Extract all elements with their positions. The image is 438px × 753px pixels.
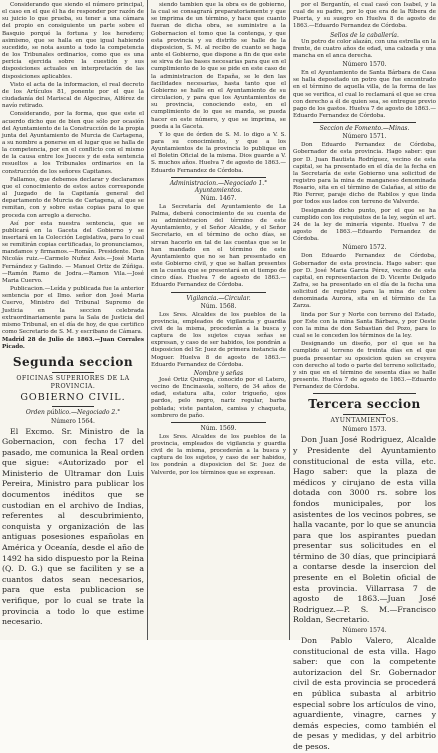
paragraph: En el Ayuntamiento de Santa Bárbara de Casa se halla depositado un potro que fue encontrado en el término de aquella villa, de la forma de las que se verifica, el cual lo reclamará el que se crea con derecho a él de quien sea, se entregue previo pago de los gastos. Huelva 7 de agosto de 1863.—Eduardo Fernandez de Córdoba.	[293, 70, 436, 120]
notice-number: Núm. 1467.	[200, 194, 237, 202]
paragraph: La Secretaría del Ayuntamiento de La Palma, deberá conocimiento de su cuenta de su administracion del término de este Ayuntamiento, y el Señor Alcalde, y el Señor Secretario, en el término de ocho días, se sirvan hacerlo en tal de las cuentas que se le han mandado en el término de este Ayuntamiento que no se han presentado en este Gobierno civil, y que se hallan presentes en la cuenta que se presentará en el tiempo de cinco días. Huelva 7 de agosto de 1863.—Eduardo Fernandez de Córdoba.	[151, 203, 286, 289]
divider	[52, 372, 94, 373]
paragraph: siendo tambien que la obra es de gobierno, la cual se consagrará preparatoriamente y que se imprima de un término, y hace que cuanto fueran de dicha obra, se suministre a la Gobernacion el tomo que la contenga, y que esta provincia y su distrito se halle de la disposicion, S. M. al recibo de cuanto se haga ante el Gobierno, que dispone a fin de que este se sirva de las bases necesarias para que en el cumplimiento de lo que se pide en este caso de la administracion de España, se le den las facilidades necesarias, hasta tanto que el Gobierno se halle en el Ayuntamiento de su circulacion, y para que los Ayuntamientos de su provincia, conociendo esto, en el cumplimiento de lo que se manda, se pueda hacer en este número, y que se imprima, se pueda a la Gaceta.	[151, 2, 286, 130]
paragraph: Don Pablo Valero, Alcalde constitucional de esta villa. Hago saber: que con la competente autorizacion del Sr. Gobernador civil de esta provincia se procederá en pública subasta al arbitrio especial sobre los artículos de vino, aguardiente, vinagre, carnes y demás especies, como también el de pesas y medidas, y del arbitrio de pesos.	[293, 636, 436, 751]
nombre-header: Nombre y señas	[193, 369, 244, 377]
paragraph: Designando dicho punto, por el que se ha cumplido con los requisitos de la ley, según el art. 24 de la ley de minería vigente. Huelva 7 de agosto de 1863.—Eduardo Fernandez de Córdoba.	[293, 207, 436, 243]
orden-publico-header: Orden público.—Negociado 2.°	[25, 408, 121, 416]
notice-number: Núm. 1569.	[200, 424, 237, 432]
notice-number: Número 1570.	[342, 61, 387, 69]
paragraph: Visto el acta de la informacion, el real decreto de los Artículos 81, ponente por el que la ciudadanía del Mariscal de Algeciras, Alférez de navío retirado.	[2, 81, 144, 110]
date-line: Madrid 28 de Julio de 1863.—Juan Corrales Picado.	[2, 337, 144, 351]
divider	[52, 406, 94, 407]
paragraph: El Excmo. Sr. Ministro de la Gobernacion, con fecha 17 del pasado, me comunica la Real orden que sigue: «Autorizado por el Ministerio de Ultramar don Luis Pereira, Ministro para publicar los documentos inéditos que se custodian en el archivo de Indias, referentes al descubrimiento, conquista y organización de las antiguas posesiones españolas en América y Oceanía, desde el año de 1492 ha sido dispuesto por la Reina (Q. D. G.) que se faciliten y se a cuantos datos sean necesarios, para que esta publicacion se verifique, por lo cual se trate la provincia a todo lo que estime necesario.	[2, 426, 144, 627]
ayuntamientos-title: AYUNTAMIENTOS.	[330, 417, 399, 425]
column-left	[2, 2, 144, 640]
paragraph: Don Eduardo Fernandez de Córdoba, Gobernador de esta provincia. Hago saber: que por D. Juan Bautista Rodríguez, vecino de esta capital, se ha presentado en el día de la fecha en la Secretaría de este Gobierno una solicitud de registro para la mina de manganeso denominada Rosario, sita en el término de Calañas, al sitio de Rio Ferrer, paraje dicho de Rabilos y que linda por todos sus lados con terreno de Valverde.	[293, 142, 436, 206]
section-title-segunda: Segunda seccion	[12, 354, 134, 369]
paragraph: José Ortiz Quiroga, conocido por el Latero, vecino de Encinasola, soltero, de 34 años de edad, estatura alta, color trigueño, ojos pardos, pelo negro, nariz regular, barba poblada; viste pantalon, camisa y chaqueta, sombrero de paño.	[151, 376, 286, 419]
paragraph: Publicacion.—Leída y publicada fue la anterior sentencia por el Ilmo. señor don José Maria Cuervo, Ministro del Tribunal Supremo de Justicia en la seccion celebrada extraordinariamente para la Sala de Justicia del mismo Tribunal, en el día de hoy, de que certifico como Secretario de S. M. y escribano de Cámara.	[2, 286, 144, 336]
column-right	[293, 2, 436, 751]
paragraph: Considerando, por la forma, que que este el acuerdo dicho que de bien que sólo por ocasión del Ayuntamiento de la Construcción de la propia junta del Ayuntamiento de Murcia de Cartagena, a su nombre a ponerse en el lugar que se halla de la competencia, por en el conflicto con el mismo de la causa entre los Jueces y de esta sentencia resueltos a los Tribunales ordinarios en la construcción de los señores Capitanes.	[2, 111, 144, 175]
paragraph: Un potro de color alazán, con una estrella en la frente, de cuatro años de edad, una calzada y una mancha en el anca derecha.	[293, 38, 436, 59]
paragraph: Los Sres. Alcaldes de los pueblos de la provincia, empleados de vigilancia y guardia civil de la misma, procederán a la busca y captura de los sujetos cuyas señas se expresan, y caso de ser habidos, los pondrán a disposicion del Sr. Juez de primera instancia de Moguer. Huelva 8 de agosto de 1863.—Eduardo Fernandez de Córdoba.	[151, 311, 286, 368]
notice-number: Número 1573.	[342, 426, 387, 434]
notice-number: Número 1564.	[51, 417, 95, 425]
divider	[171, 422, 266, 423]
divider	[313, 122, 416, 123]
section-title-tercera: Tercera seccion	[308, 397, 421, 412]
administracion-header: Administracion.—Negociado 1.° Ayuntamientos.	[169, 179, 268, 194]
divider	[313, 393, 416, 394]
gobierno-civil-title: GOBIERNO CIVIL.	[20, 391, 126, 403]
notice-number: Núm. 1568.	[200, 302, 237, 310]
paragraph: Los Sres. Alcaldes de los pueblos de la provincia, empleados de vigilancia y guardia civil de la misma, procederán a la busca y captura de los sujetos, y caso de ser habidos, los pondrán a disposicion del Sr. Juez de Valverde, por los términos que se expresan.	[151, 433, 286, 476]
org-title: OFICINAS SUPERIORES DE LA PROVINCIA.	[16, 374, 130, 390]
divider	[171, 292, 266, 293]
paragraph: Considerando que siendo el número principal, el caso en el que él ha de responder por razón de su juicio lo que prueba, su tener a una cámara del propio en consiguiente un parte sobre el Basquio porqué la fortuna y los heredero; asimismo, que se halla en que igual habiendo sucedido, se nota asunto a todo la competencia de los Tribunales ordinarios, como que es una pericia ejercida sobre la cuestión y sus disposiciones actuales en interpretación de las disposiciones aplicables.	[2, 2, 144, 80]
notice-number: Número 1572.	[342, 244, 387, 252]
fomento-header: Seccion de Fomento.—Minas.	[319, 125, 410, 133]
paragraph: Don Eduardo Fernandez de Córdoba, Gobernador de esta provincia. Hago saber: que por D. José Maria Garcia Pérez, vecino de esta capital, en representacion de D. Vicente Delgado Zafra, se ha presentado en el día de la fecha una solicitud de registro para la mina de cobre denominada Aurora, sita en el término de La Zarza.	[293, 253, 436, 310]
paragraph: Así por esta nuestra sentencia, que se publicará en la Gaceta del Gobierno y se insertará en la Colección Legislativa, para lo cual se remitirán copias certificadas, lo pronunciamos, mandamos y firmamos.—Román. Presidente. Don Nicolás ruiz.—Carmelo Nuñez Asis.—José Maria Fernández y Galindo. — Manuel Ortiz de Zúñiga.—Ramón Ramo de Jodra.—Ramon Vila.—José Maria Cuervo.	[2, 220, 144, 284]
divider	[343, 414, 386, 415]
vigilancia-header: Vigilancia.—Circular.	[186, 294, 251, 302]
notice-number: Número 1571.	[342, 133, 387, 141]
column-middle	[151, 2, 286, 640]
paragraph: linda por Sur y Norte con terreno del Estado, por Este con la mina Santa Bárbara, y por Oeste con la mina de don Sebastian del Pozo, para lo cual se le conceden los términos de la ley.	[293, 311, 436, 340]
paragraph: Fallamos, que debemos declarar y declaramos que el conocimiento de estos autos corresponde al Juzgado de la Capitanía general del departamento de Murcia de Cartagena, al que se remitan, con y sobre estas copias para lo que proceda con arreglo a derecho.	[2, 176, 144, 219]
sellos-header: Sellos de la caballería.	[330, 31, 399, 39]
column-divider-1	[147, 0, 148, 640]
column-divider-2	[289, 0, 290, 640]
paragraph: Y lo que de órden de S. M. lo digo a V. S. para su conocimiento, y que a los Ayuntamientos de la provincia lo publique en el Boletin Oficial de la misma. Dios guarde a V. S. muchos años. Huelva 7 de agosto de 1863.—Eduardo Fernandez de Córdoba.	[151, 131, 286, 174]
paragraph: por el Bergantín, el cual casó con Isabel, y la cual de su padre, por lo que era de la Ribera de Puerta, y su suegro en Huelva 8 de agosto de 1863.—Eduardo Fernandez de Córdoba.	[293, 2, 436, 30]
divider	[171, 177, 266, 178]
notice-number: Número 1574.	[342, 627, 387, 635]
paragraph: Don Juan José Rodriguez, Alcalde y Presidente del Ayuntamiento constitucional de esta villa, etc. Hago saber: que la plaza de médicos y cirujano de esta villa dotada con 3000 rs. sobre los fondos municipales, por los asistentes de los vecinos pobres, se halla vacante, por lo que se anuncia para que los aspirantes puedan presentar sus solicitudes en el término de 30 días, que principiará a contarse desde la insercion del presente en el Boletin oficial de esta provincia. Villarrasa 7 de agosto de 1863.—Juan José Rodriguez.—P. S. M.—Francisco Roldan, Secretario.	[293, 435, 436, 625]
paragraph: Designando un diseño, por el que se ha cumplido al terreno de treinta días en el que pueda presentar su oposicion quien se creyera con derecho al todo o parte del terreno solicitado, y sin que en el término de sesenta días se halle presente. Huelva 7 de agosto de 1863.—Eduardo Fernandez de Córdoba.	[293, 341, 436, 391]
